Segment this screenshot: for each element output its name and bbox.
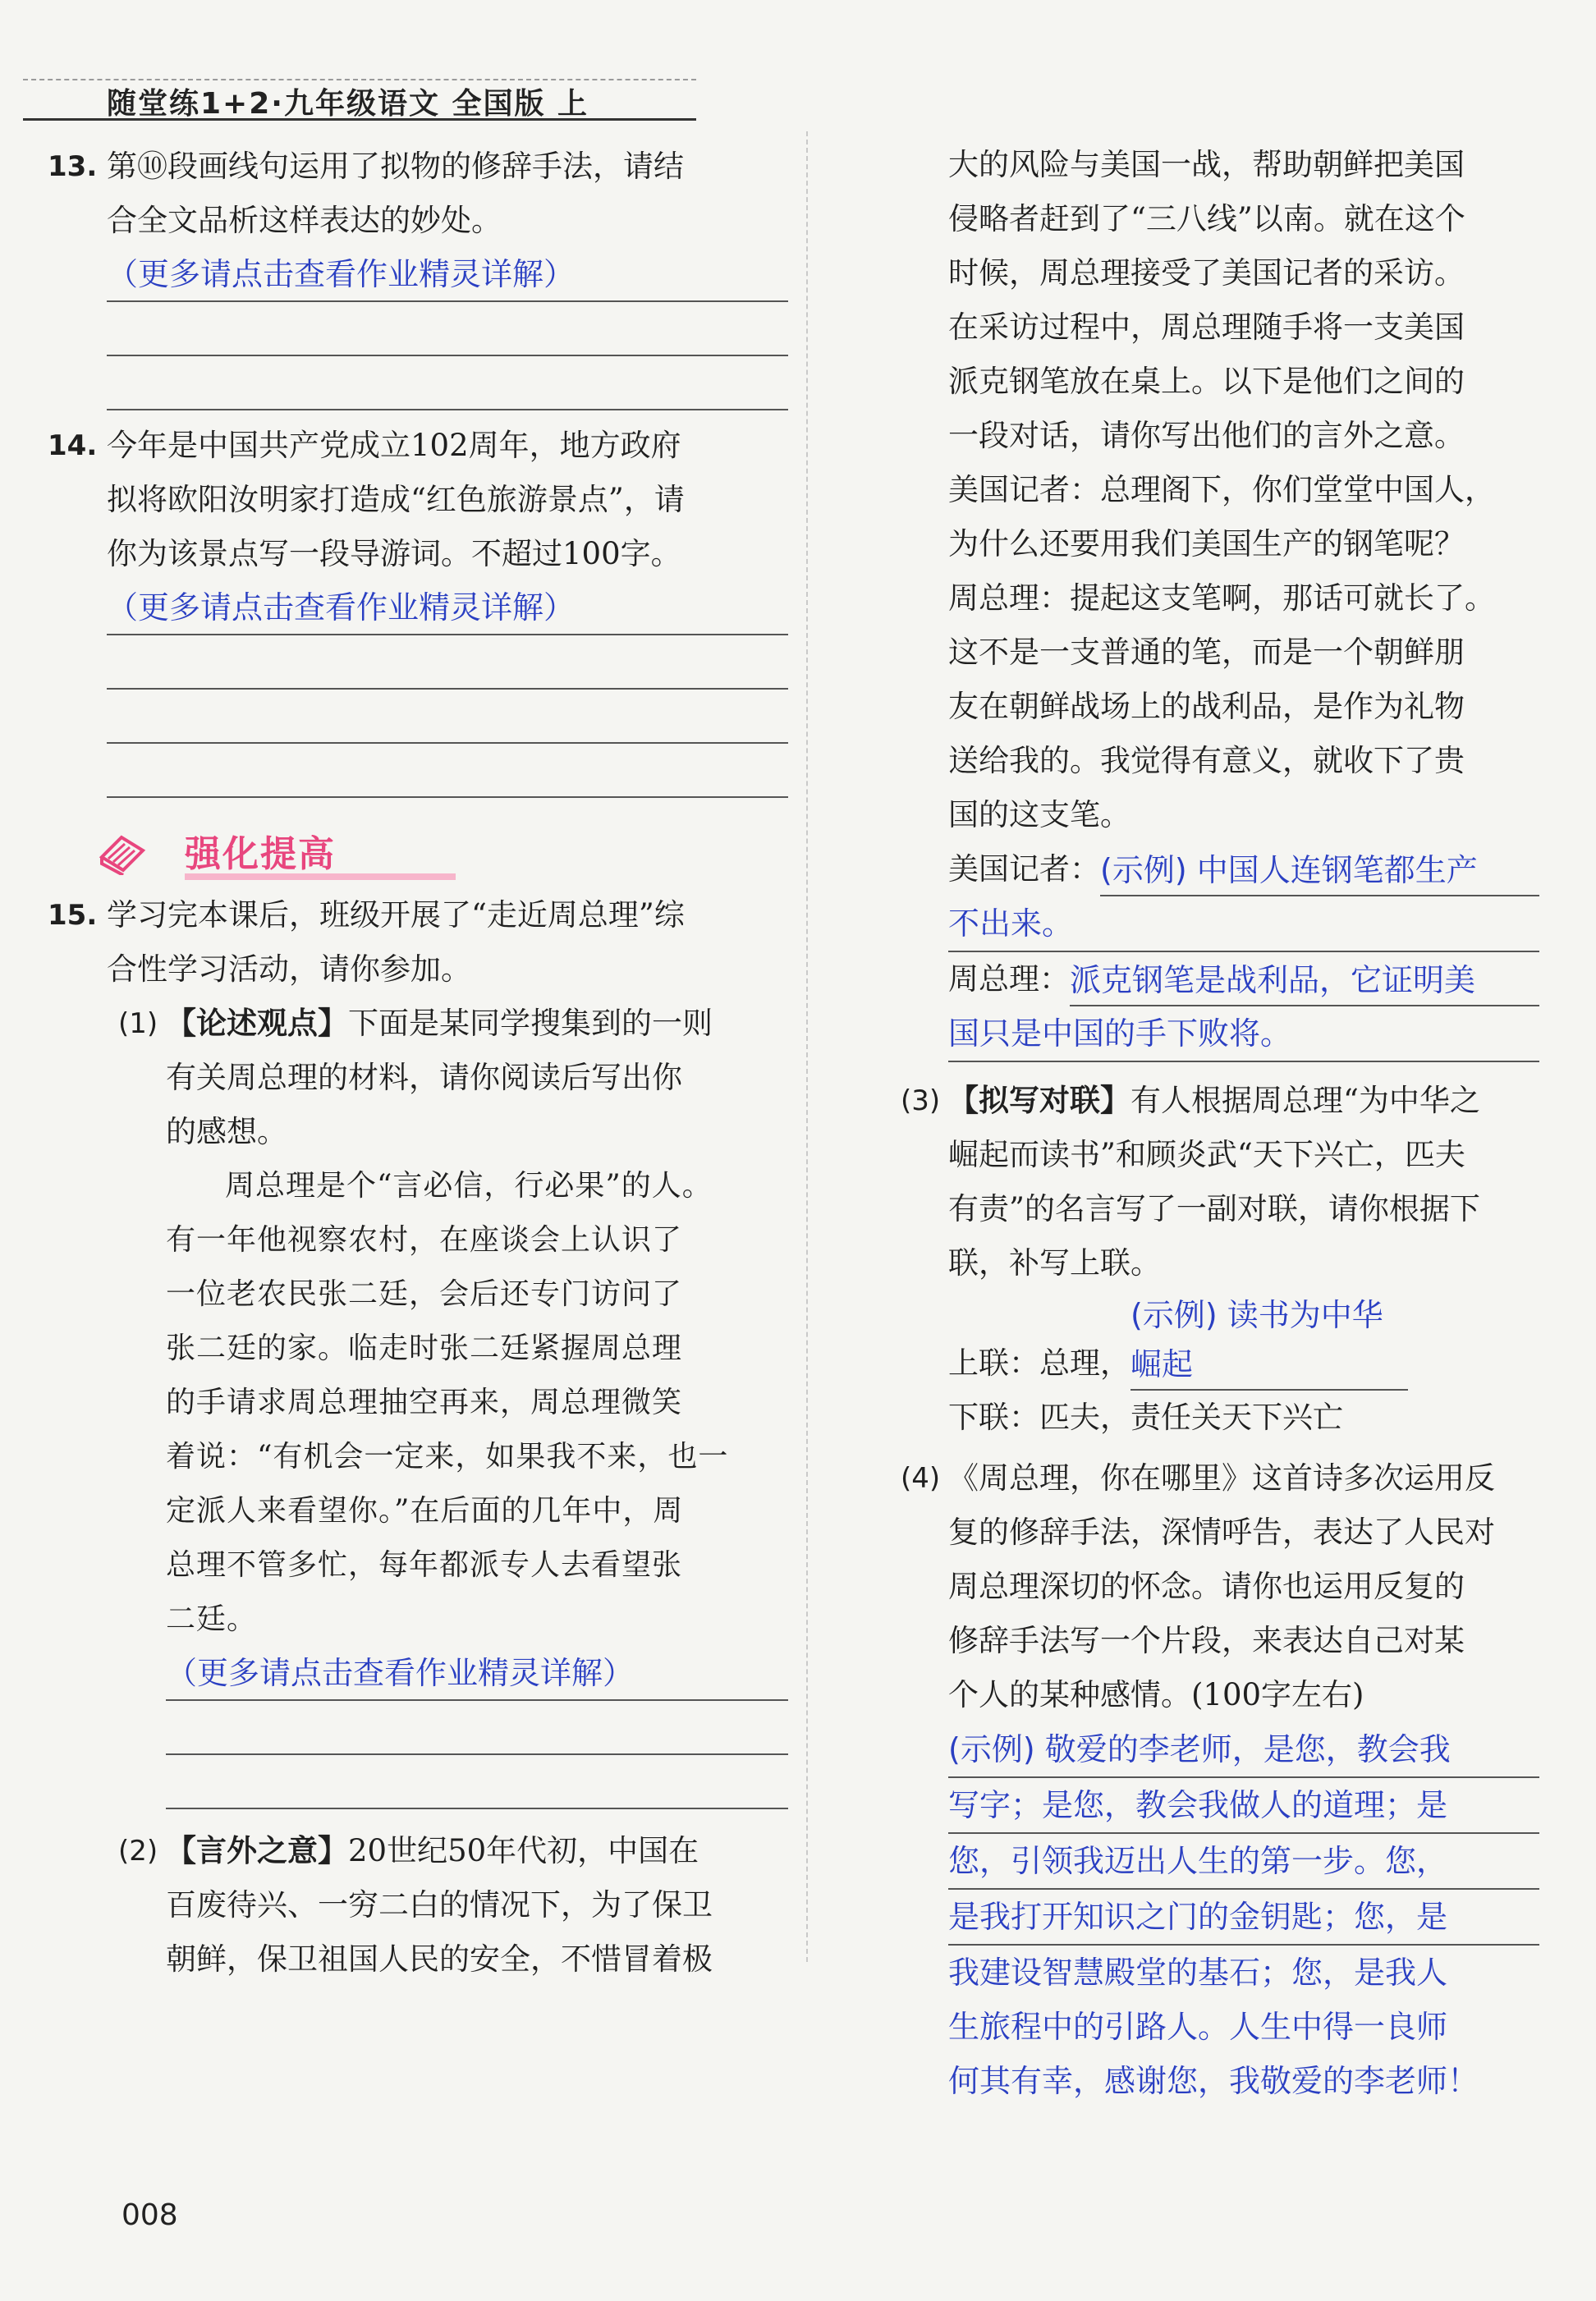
answer-line: 是我打开知识之门的金钥匙；您，是: [948, 1890, 1539, 1946]
subquestion-text: 朝鲜，保卫祖国人民的安全，不惜冒着极: [166, 1941, 713, 1977]
premier-label: 周总理：: [948, 961, 1070, 997]
dialogue-line: 送给我的。我觉得有意义，就收下了贵: [948, 743, 1465, 778]
subquestion-text: 百废待兴、一穷二白的情况下，为了保卫: [166, 1887, 713, 1923]
dialogue-line: 为什么还要用我们美国生产的钢笔呢？: [948, 526, 1465, 561]
column-divider: [806, 131, 808, 1962]
answer-line: [107, 690, 788, 744]
subquestion-text: 个人的某种感情。(100字左右): [948, 1677, 1364, 1712]
answer-line: 您，引领我迈出人生的第一步。您，: [948, 1834, 1539, 1890]
answer-line: 国只是中国的手下败将。: [948, 1006, 1539, 1062]
question-text: 你为该景点写一段导游词。不超过100字。: [107, 536, 681, 571]
quote-line: 的手请求周总理抽空再来，周总理微笑: [166, 1386, 683, 1419]
answer-link[interactable]: （更多请点击查看作业精灵详解）: [166, 1647, 788, 1701]
question-number: 14.: [48, 429, 98, 462]
answer-line: 不出来。: [948, 896, 1539, 952]
subquestion-text: 一段对话，请你写出他们的言外之意。: [948, 418, 1465, 453]
question-text: 合性学习活动，请你参加。: [107, 951, 471, 987]
answer-line: [166, 1755, 788, 1809]
subquestion-2-start: [107, 1824, 788, 1987]
answer-line: [107, 635, 788, 690]
reporter-label: 美国记者：: [948, 851, 1100, 887]
question-14: [48, 419, 788, 798]
question-text: 今年是中国共产党成立102周年，地方政府: [107, 428, 681, 463]
question-number: 13.: [48, 150, 98, 183]
subquestion-text: 时候，周总理接受了美国记者的采访。: [948, 255, 1465, 291]
lower-couplet: 下联：匹夫，责任关天下兴亡: [948, 1400, 1343, 1435]
dialogue-line: 友在朝鲜战场上的战利品，是作为礼物: [948, 689, 1465, 724]
subquestion-text: 下面是某同学搜集到的一则: [348, 1006, 713, 1041]
question-15: [48, 888, 788, 1987]
subquestion-number: (4): [901, 1462, 941, 1495]
dialogue-line: 这不是一支普通的笔，而是一个朝鲜朋: [948, 635, 1465, 670]
subquestion-text: 在采访过程中，周总理随手将一支美国: [948, 309, 1465, 345]
subquestion-text: 崛起而读书”和顾炎武“天下兴亡，匹夫: [948, 1137, 1465, 1172]
subquestion-tag: 【论述观点】: [166, 1006, 348, 1041]
right-column: [901, 138, 1539, 2108]
subquestion-text: 有责”的名言写了一副对联，请你根据下: [948, 1191, 1480, 1226]
dialogue-line: 美国记者：总理阁下，你们堂堂中国人，: [948, 472, 1495, 507]
subquestion-1: [107, 997, 788, 1809]
answer-line: [166, 1701, 788, 1755]
dialogue-line: 周总理：提起这支笔啊，那话可就长了。: [948, 580, 1495, 616]
answer-line: 生旅程中的引路人。人生中得一良师: [948, 2009, 1448, 2045]
header-title: 随堂练1+2·九年级语文 全国版 上: [107, 87, 589, 121]
subquestion-text: 周总理深切的怀念。请你也运用反复的: [948, 1569, 1465, 1604]
subquestion-text: 侵略者赶到了“三八线”以南。就在这个: [948, 201, 1465, 236]
upper-couplet-label: 上联：总理，: [948, 1345, 1130, 1381]
answer-line: [107, 356, 788, 410]
subquestion-text: 《周总理，你在哪里》这首诗多次运用反: [948, 1460, 1495, 1496]
answer-line: [107, 302, 788, 356]
subquestion-text: 的感想。: [166, 1114, 287, 1149]
subquestion-number: (1): [118, 1007, 158, 1040]
subquestion-text: 联，补写上联。: [948, 1245, 1161, 1281]
subquestion-tag: 【言外之意】: [166, 1833, 348, 1868]
quote-line: 定派人来看望你。”在后面的几年中，周: [166, 1494, 684, 1528]
quote-line: 周总理是个“言必信，行必果”的人。: [225, 1169, 713, 1203]
header-rule: [23, 118, 696, 121]
question-13: [48, 140, 788, 410]
subquestion-text: 20世纪50年代初，中国在: [348, 1833, 699, 1868]
book-icon: [97, 826, 148, 875]
subquestion-tag: 【拟写对联】: [948, 1083, 1130, 1118]
quote-line: 张二廷的家。临走时张二廷紧握周总理: [166, 1332, 683, 1365]
quote-line: 二廷。: [166, 1602, 258, 1636]
question-text: 拟将欧阳汝明家打造成“红色旅游景点”，请: [107, 482, 685, 517]
subquestion-text: 有人根据周总理“为中华之: [1130, 1083, 1480, 1118]
subquestion-text: 复的修辞手法，深情呼告，表达了人民对: [948, 1515, 1495, 1550]
section-title: 强化提高: [185, 833, 336, 875]
answer-line: 我建设智慧殿堂的基石；您，是我人: [948, 1955, 1448, 1991]
section-header: [107, 814, 788, 888]
subquestion-text: 有关周总理的材料，请你阅读后写出你: [166, 1060, 682, 1095]
subquestion-3: [889, 1074, 1539, 1445]
question-number: 15.: [48, 899, 98, 932]
premier-answer-row: [948, 952, 1539, 1006]
reporter-answer-continued: [948, 896, 1539, 952]
subquestion-text: 修辞手法写一个片段，来表达自己对某: [948, 1623, 1465, 1658]
upper-couplet-row: [948, 1290, 1408, 1391]
quote-line: 一位老农民张二廷，会后还专门访问了: [166, 1277, 683, 1311]
upper-couplet-answer: (示例) 读书为中华崛起: [1130, 1290, 1408, 1391]
question-text: 合全文品析这样表达的妙处。: [107, 203, 502, 238]
answer-line: (示例) 敬爱的李老师，是您，教会我: [948, 1722, 1539, 1778]
subquestion-text: 大的风险与美国一战，帮助朝鲜把美国: [948, 147, 1465, 182]
quote-line: 总理不管多忙，每年都派专人去看望张: [166, 1548, 683, 1582]
question-text: 第⑩段画线句运用了拟物的修辞手法，请结: [107, 149, 684, 184]
subquestion-number: (2): [118, 1835, 158, 1868]
page-number: 008: [122, 2198, 178, 2232]
answer-paragraph: [948, 1722, 1539, 2108]
answer-line: 何其有幸，感谢您，我敬爱的李老师！: [948, 2063, 1479, 2099]
answer-link[interactable]: （更多请点击查看作业精灵详解）: [107, 581, 788, 635]
subquestion-2-continued: [948, 138, 1539, 1062]
subquestion-number: (3): [901, 1084, 941, 1117]
quote-line: 有一年他视察农村，在座谈会上认识了: [166, 1223, 683, 1257]
material-quote: [166, 1159, 788, 1647]
premier-answer: 派克钢笔是战利品，它证明美: [1070, 956, 1539, 1006]
left-column: [48, 140, 788, 1987]
premier-answer-continued: [948, 1006, 1539, 1062]
answer-link[interactable]: （更多请点击查看作业精灵详解）: [107, 248, 788, 302]
reporter-answer: (示例) 中国人连钢笔都生产: [1100, 846, 1539, 896]
subquestion-4: [889, 1451, 1539, 2108]
reporter-answer-row: [948, 842, 1539, 896]
question-text: 学习完本课后，班级开展了“走近周总理”综: [107, 897, 685, 933]
subquestion-text: 派克钢笔放在桌上。以下是他们之间的: [948, 364, 1465, 399]
answer-line: [107, 744, 788, 798]
answer-line: 写字；是您，教会我做人的道理；是: [948, 1778, 1539, 1834]
dialogue-line: 国的这支笔。: [948, 797, 1130, 832]
quote-line: 着说：“有机会一定来，如果我不来，也一: [166, 1440, 729, 1474]
